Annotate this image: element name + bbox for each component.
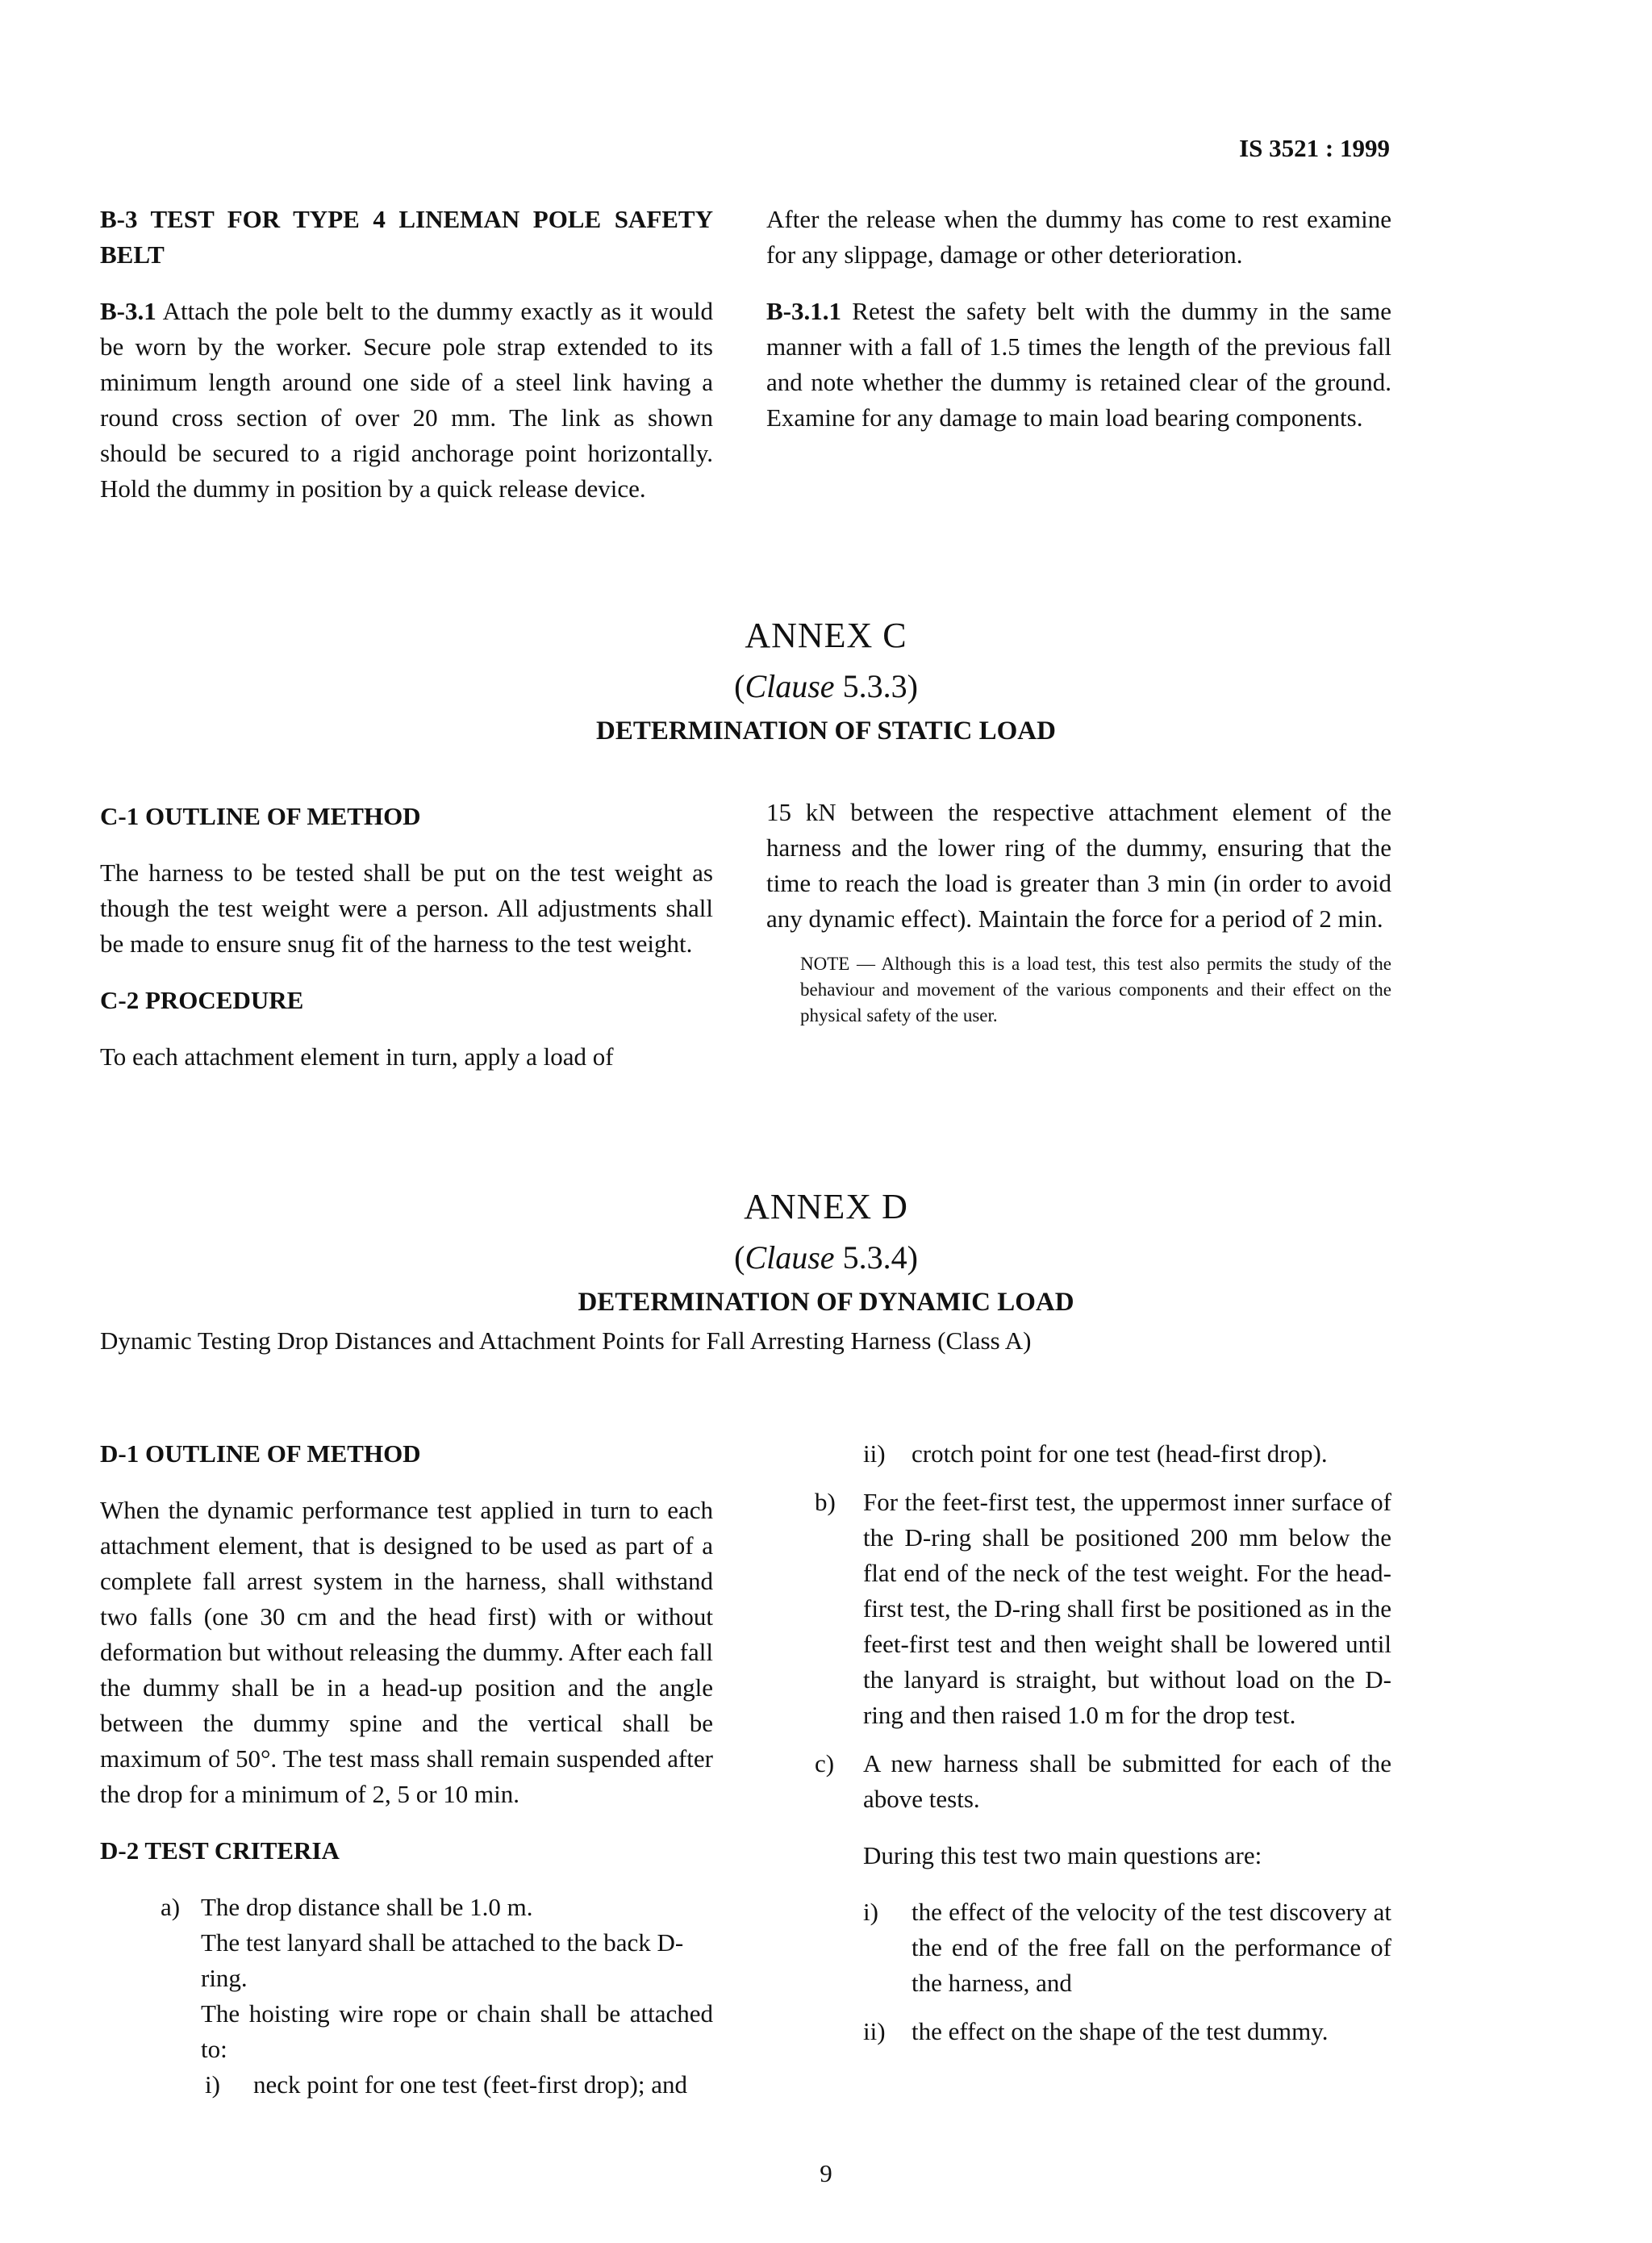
d2-heading: D-2 TEST CRITERIA	[100, 1836, 340, 1865]
criteria-a-ii	[766, 1436, 1391, 1472]
question-i-text: the effect of the velocity of the test discovery at the end of the free fall on the performance of the harness, and	[912, 1898, 1391, 1997]
b31-text: Attach the pole belt to the dummy exactly as it would be worn by the worker. Secure pole strap extended to its minimum length around one side of a steel link having a round cross section of over 20 mm. The link as shown should be secured to a rigid anchorage point horizontally. Hold the dummy in position by a quick release device.	[100, 297, 713, 503]
b3-right-column	[766, 202, 1391, 436]
criteria-a-ii-text: crotch point for one test (head-first drop).	[912, 1439, 1328, 1468]
d1-heading: D-1 OUTLINE OF METHOD	[100, 1439, 421, 1468]
b3-left-column	[100, 202, 713, 507]
criteria-a-body	[201, 1890, 713, 2067]
b311-number: B-3.1.1	[766, 297, 841, 325]
criteria-c-label: c)	[815, 1749, 835, 1777]
d-left-column	[100, 1436, 713, 2103]
question-ii-text: the effect on the shape of the test dummy.	[912, 2017, 1329, 2045]
page-number: 9	[820, 2159, 832, 2187]
c-right-column	[766, 795, 1391, 1029]
standard-id: IS 3521 : 1999	[1239, 134, 1390, 162]
criteria-a-line3: The hoisting wire rope or chain shall be attached to:	[201, 1999, 713, 2063]
question-i	[766, 1894, 1391, 2001]
criteria-a-line1: The drop distance shall be 1.0 m.	[201, 1893, 533, 1921]
b311-paragraph	[766, 294, 1391, 436]
criteria-c-text: A new harness shall be submitted for each of the above tests.	[863, 1749, 1391, 1813]
b31-paragraph	[100, 294, 713, 507]
annex-c-clause-word: Clause	[745, 668, 835, 704]
annex-c-determination: DETERMINATION OF STATIC LOAD	[596, 716, 1056, 746]
criteria-a-i-text: neck point for one test (feet-first drop); and	[253, 2070, 688, 2099]
criteria-a-label: a)	[161, 1893, 181, 1921]
annex-d-clause-number: 5.3.4	[842, 1239, 907, 1276]
criteria-b	[766, 1485, 1391, 1733]
c1-text: The harness to be tested shall be put on the test weight as though the test weight were a person. All adjustments shall be made to ensure snug fit of the harness to the test weight.	[100, 858, 713, 958]
criteria-b-label: b)	[815, 1488, 836, 1516]
criteria-b-text: For the feet-first test, the uppermost inner surface of the D-ring shall be positioned 200 mm below the flat end of the neck of the test weight. For the head-first test, the D-ring shall first be positioned as in the feet-first test and then weight shall be lowered until the lanyard is straight, but without load on the D-ring and then raised 1.0 m for the drop test.	[863, 1488, 1391, 1729]
after-release-paragraph: After the release when the dummy has come to rest examine for any slippage, damage or other deterioration.	[766, 205, 1391, 269]
c2-continued-text: 15 kN between the respective attachment element of the harness and the lower ring of the dummy, ensuring that the time to reach the load is greater than 3 min (in order to avoid any dynamic effect). Maintain the force for a period of 2 min.	[766, 798, 1391, 933]
criteria-a	[100, 1890, 713, 2067]
annex-c-header	[0, 613, 1652, 749]
annex-d-clause-word: Clause	[745, 1239, 835, 1276]
annex-c-title: ANNEX C	[745, 616, 907, 655]
b31-number: B-3.1	[100, 297, 156, 325]
c2-heading: C-2 PROCEDURE	[100, 986, 304, 1014]
d1-text: When the dynamic performance test applied in turn to each attachment element, that is designed to be used as part of a complete fall arrest system in the harness, shall withstand two falls (one 30 cm and the head first) with or without deformation but without releasing the dummy. After each fall the dummy shall be in a head-up position and the angle between the dummy spine and the vertical shall be maximum of 50°. The test mass shall remain suspended after the drop for a minimum of 2, 5 or 10 min.	[100, 1496, 713, 1808]
annex-d-title: ANNEX D	[744, 1187, 908, 1226]
question-ii-label: ii)	[863, 2017, 886, 2045]
annex-d-clause: (Clause 5.3.4)	[734, 1239, 918, 1276]
criteria-a-line2: The test lanyard shall be attached to the back D-ring.	[201, 1928, 684, 1992]
c-note: NOTE — Although this is a load test, this test also permits the study of the behaviour and movement of the various components and their effect on the physical safety of the user.	[800, 954, 1391, 1025]
annex-d-determination: DETERMINATION OF DYNAMIC LOAD	[578, 1288, 1074, 1317]
questions-intro: During this test two main questions are:	[863, 1841, 1262, 1869]
c-left-column	[100, 799, 713, 1075]
annex-c-clause-number: 5.3.3	[842, 668, 907, 704]
criteria-a-ii-label: ii)	[863, 1439, 886, 1468]
c1-heading: C-1 OUTLINE OF METHOD	[100, 802, 421, 830]
criteria-a-i-label: i)	[205, 2070, 220, 2099]
d-right-column	[766, 1436, 1391, 2049]
annex-d-header	[0, 1184, 1652, 1320]
question-ii	[766, 2014, 1391, 2049]
b3-heading: B-3 TEST FOR TYPE 4 LINEMAN POLE SAFETY BELT	[100, 205, 713, 269]
annex-d-subtitle: Dynamic Testing Drop Distances and Attachment Points for Fall Arresting Harness (Class A)	[100, 1326, 1032, 1355]
criteria-c	[766, 1746, 1391, 1817]
annex-c-clause: (Clause 5.3.3)	[734, 668, 918, 704]
b311-text: Retest the safety belt with the dummy in the same manner with a fall of 1.5 times the length of the previous fall and note whether the dummy is retained clear of the ground. Examine for any damage to main load bearing components.	[766, 297, 1391, 432]
criteria-a-i	[100, 2067, 713, 2103]
question-i-label: i)	[863, 1898, 878, 1926]
c2-text: To each attachment element in turn, apply a load of	[100, 1042, 614, 1071]
